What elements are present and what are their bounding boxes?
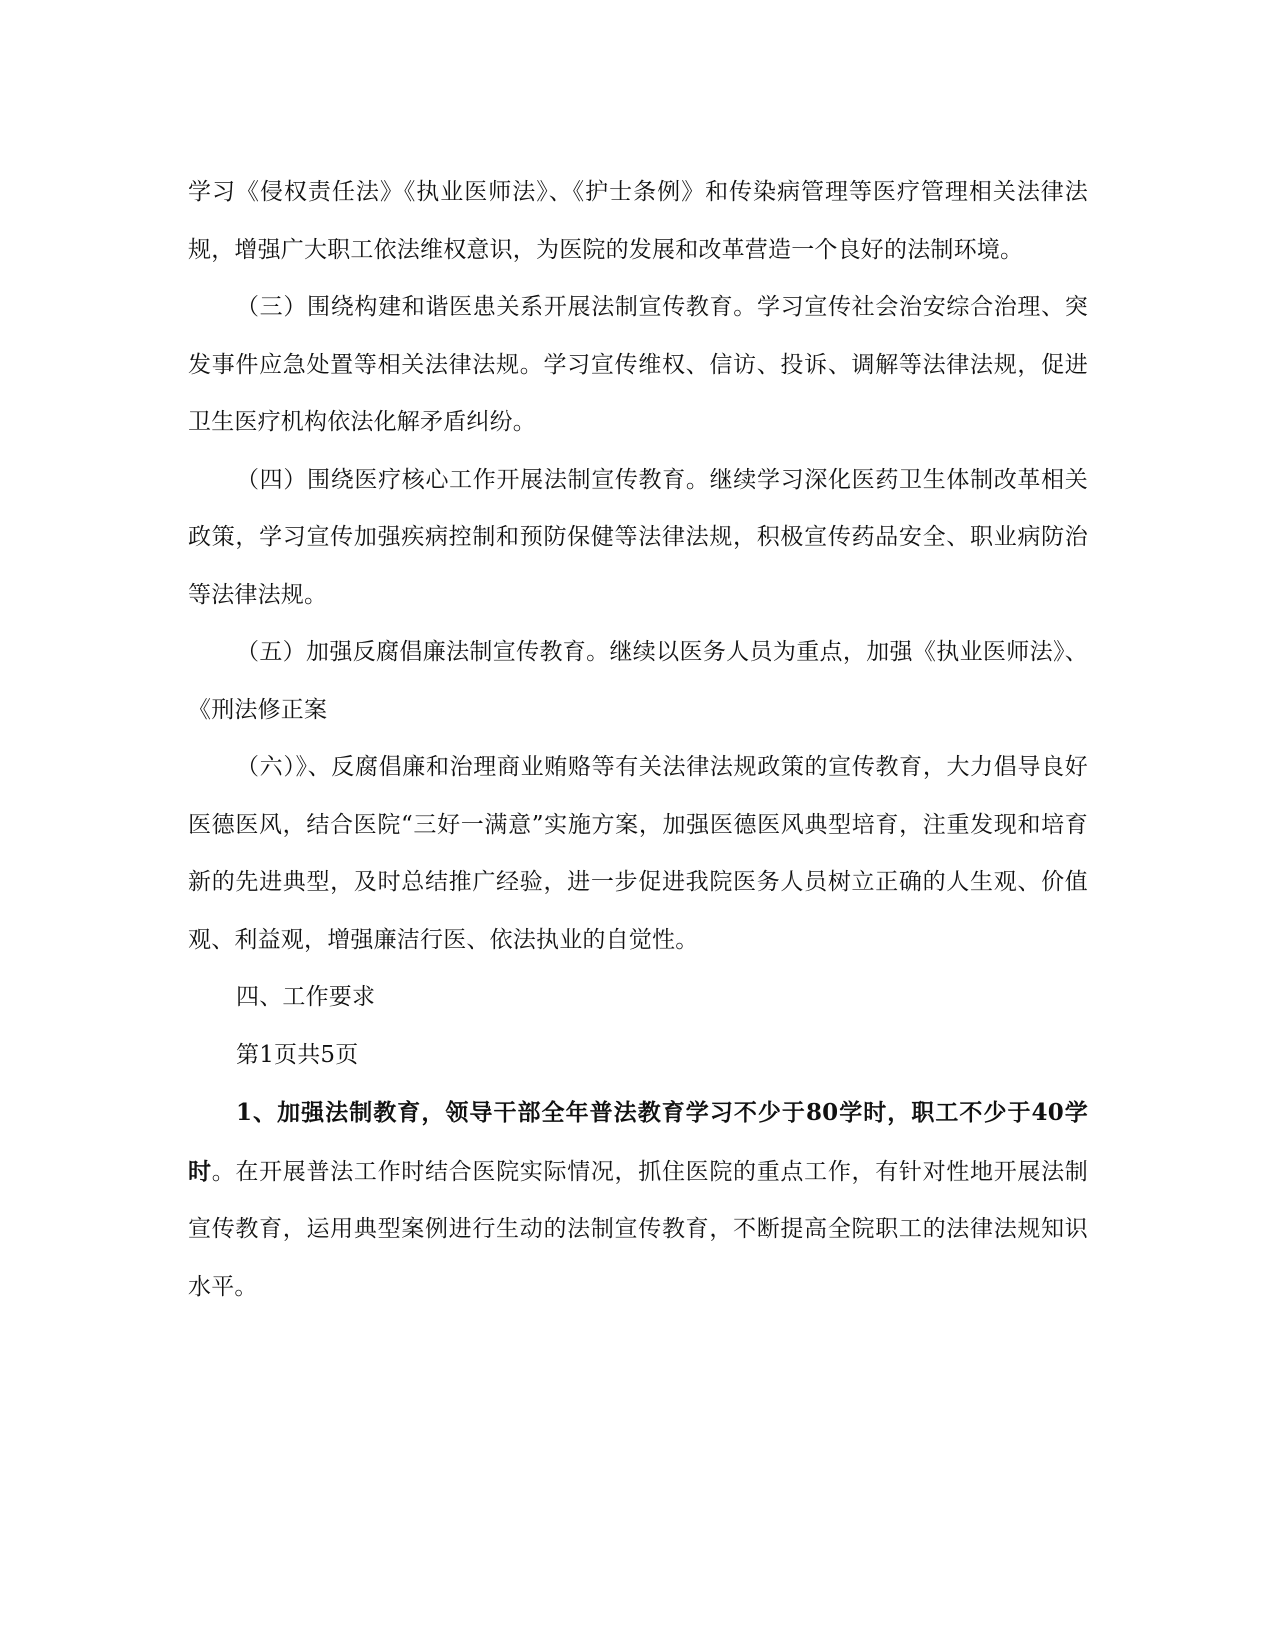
heading-work-requirements: 四、工作要求 [236,984,376,1010]
paragraph-section-five: （五）加强反腐倡廉法制宣传教育。继续以医务人员为重点，加强《执业医师法》、《刑法修正案 [188,639,1088,723]
body-text [188,164,1088,1316]
paragraph-section-six: （六）》、反腐倡廉和治理商业贿赂等有关法律法规政策的宣传教育，大力倡导良好医德医风，结合医院“三好一满意”实施方案，加强医德医风典型培育，注重发现和培育新的先进典型，及时总结推广经验，进一步促进我院医务人员树立正确的人生观、价值观、利益观，增强廉洁行医、依法执业的自觉性。 [188,754,1088,953]
paragraph-section-four: （四）围绕医疗核心工作开展法制宣传教育。继续学习深化医药卫生体制改革相关政策，学习宣传加强疾病控制和预防保健等法律法规，积极宣传药品安全、职业病防治等法律法规。 [188,466,1088,608]
requirement-one-text: 。在开展普法工作时结合医院实际情况，抓住医院的重点工作，有针对性地开展法制宣传教育，运用典型案例进行生动的法制宣传教育，不断提高全院职工的法律法规知识水平。 [188,1158,1088,1300]
requirement-one-emphasis: 1、加强法制教育，领导干部全年普法教育学习不少于80学时，职工不少于40学时 [188,1099,1088,1185]
paragraph-requirement-one [188,1084,1088,1316]
page-number: 第1页共5页 [236,1041,359,1068]
paragraph-section-three: （三）围绕构建和谐医患关系开展法制宣传教育。学习宣传社会治安综合治理、突发事件应急处置等相关法律法规。学习宣传维权、信访、投诉、调解等法律法规，促进卫生医疗机构依法化解矛盾纠纷。 [188,294,1088,435]
paragraph-legal-study: 学习《侵权责任法》《执业医师法》、《护士条例》和传染病管理等医疗管理相关法律法规，增强广大职工依法维权意识，为医院的发展和改革营造一个良好的法制环境。 [188,179,1088,263]
